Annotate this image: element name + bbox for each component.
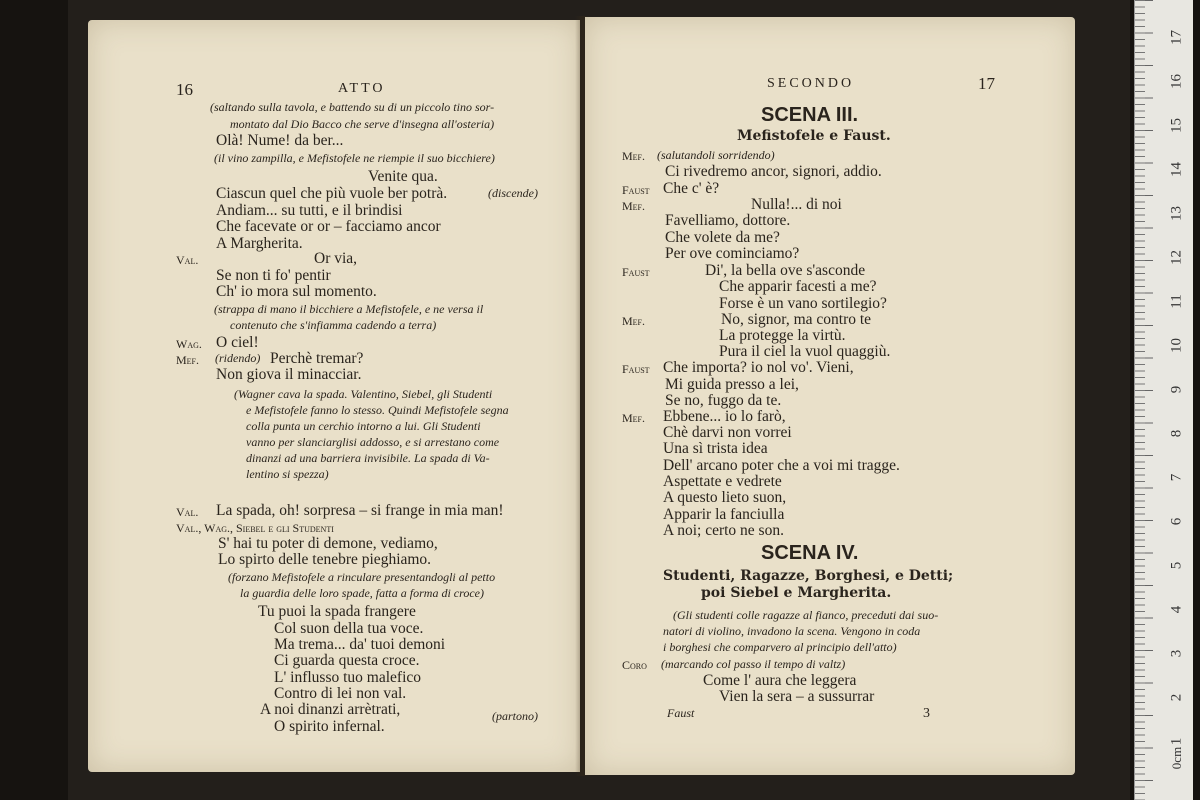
stage-direction: e Mefistofele fanno lo stesso. Quindi Mefistofele segna (246, 403, 509, 417)
verse-line: A questo lieto suon, (663, 489, 787, 506)
speaker-label: Faust (622, 265, 650, 279)
verse-line: Che facevate or or – facciamo ancor (216, 218, 441, 235)
verse-line: Aspettate e vedrete (663, 473, 782, 490)
stage-direction: (strappa di mano il bicchiere a Mefistofele, e ne versa il (214, 302, 484, 316)
speaker-label: Faust (622, 362, 650, 376)
ruler-number: 16 (1168, 74, 1185, 89)
verse-line: Nulla!... di noi (751, 196, 842, 213)
stage-direction: (Gli studenti colle ragazze al fianco, preceduti dai suo- (673, 608, 939, 622)
ruler-number: 1 (1168, 737, 1185, 746)
speaker-label: Mef. (622, 411, 646, 425)
ruler-number: 14 (1168, 162, 1185, 177)
ruler-number: 17 (1168, 30, 1185, 45)
verse-line: A Margherita. (216, 235, 303, 252)
verse-line: Lo spirto delle tenebre pieghiamo. (218, 551, 432, 568)
verse-line: O ciel! (216, 334, 259, 351)
speaker-label: Mef. (176, 353, 200, 367)
stage-direction: (Wagner cava la spada. Valentino, Siebel, gli Studenti (234, 387, 493, 401)
speaker-label: Faust (622, 183, 650, 197)
ruler-number: 15 (1168, 118, 1185, 133)
ruler-number: 8 (1168, 429, 1185, 438)
right-page (585, 17, 1075, 775)
verse-line: S' hai tu poter di demone, vediamo, (218, 535, 438, 552)
verse-line: Che apparir facesti a me? (719, 278, 877, 295)
verse-line: La protegge la virtù. (719, 327, 846, 344)
verse-line: Contro di lei non val. (274, 685, 407, 702)
signature-mark: 3 (923, 706, 930, 721)
verse-line: Se no, fuggo da te. (665, 392, 782, 409)
verse-line: Che c' è? (663, 180, 720, 197)
verse-line: Chè darvi non vorrei (663, 424, 792, 441)
stage-direction: dinanzi ad una barriera invisibile. La spada di Va- (246, 451, 490, 465)
running-head: ATTO (338, 81, 386, 96)
stage-direction: contenuto che s'infiamma cadendo a terra) (230, 318, 437, 332)
stage-direction: (saltando sulla tavola, e battendo su di un piccolo tino sor- (210, 100, 495, 114)
footer-title: Faust (667, 706, 695, 720)
stage-direction: (marcando col passo il tempo di valtz) (661, 657, 846, 671)
verse-line: Vien la sera – a sussurrar (719, 688, 875, 705)
ruler-unit: 0cm (1169, 746, 1184, 770)
verse-line: Andiam... su tutti, e il brindisi (216, 202, 403, 219)
verse-line: Una sì trista idea (663, 440, 768, 457)
verse-line: Favelliamo, dottore. (665, 212, 791, 229)
stage-direction: la guardia delle loro spade, fatta a forma di croce) (240, 586, 484, 600)
ruler-number: 9 (1168, 385, 1185, 394)
verse-line: Olà! Nume! da ber... (216, 132, 344, 149)
speaker-label: Mef. (622, 314, 646, 328)
verse-line: A noi dinanzi arrètrati, (260, 701, 401, 718)
speaker-label: Mef. (622, 149, 646, 163)
left-page (88, 20, 580, 772)
verse-line: Come l' aura che leggera (703, 672, 857, 689)
ruler-number: 12 (1168, 250, 1185, 265)
verse-line: Dell' arcano poter che a voi mi tragge. (663, 457, 900, 474)
verse-line: No, signor, ma contro te (721, 311, 872, 328)
speaker-label: Wag. (176, 337, 202, 351)
scene-cast: poi Siebel e Margherita. (701, 585, 892, 601)
ruler-number: 11 (1168, 294, 1185, 309)
stage-direction: (discende) (488, 186, 538, 200)
ruler-number: 13 (1168, 206, 1185, 221)
verse-line: Ci guarda questa croce. (274, 652, 420, 669)
stage-direction: natori di violino, invadono la scena. Vengono in coda (663, 624, 921, 638)
verse-line: Se non ti fo' pentir (216, 267, 331, 284)
stage-direction: i borghesi che comparvero al principio dell'atto) (663, 640, 897, 654)
verse-line: O spirito infernal. (274, 718, 385, 735)
verse-line: Or via, (314, 250, 358, 267)
verse-line: Pura il ciel la vuol quaggiù. (719, 343, 891, 360)
scene-title: SCENA IV. (761, 542, 859, 564)
verse-line: Col suon della tua voce. (274, 620, 424, 637)
scene-cast: Mefistofele e Faust. (737, 128, 891, 144)
stage-direction: (ridendo) (215, 351, 261, 365)
ruler-number: 5 (1168, 561, 1185, 570)
stage-direction: montato dal Dio Bacco che serve d'insegna all'osteria) (230, 117, 495, 131)
verse-line: Non giova il minacciar. (216, 366, 362, 383)
scene-title: SCENA III. (761, 104, 859, 126)
speaker-label: Val. (176, 253, 199, 267)
verse-line: Ma trema... da' tuoi demoni (274, 636, 446, 653)
verse-line: Forse è un vano sortilegio? (719, 295, 887, 312)
ruler-number: 2 (1168, 693, 1185, 702)
verse-line: Ciascun quel che più vuole ber potrà. (216, 185, 448, 202)
stage-direction: (partono) (492, 709, 538, 723)
ruler-number: 7 (1168, 473, 1185, 482)
ruler-number: 4 (1168, 605, 1185, 614)
stage-direction: (il vino zampilla, e Mefistofele ne riempie il suo bicchiere) (214, 151, 495, 165)
verse-line: Di', la bella ove s'asconde (705, 262, 866, 279)
stage-direction: colla punta un cerchio intorno a lui. Gli Studenti (246, 419, 481, 433)
verse-line: Ch' io mora sul momento. (216, 283, 377, 300)
verse-line: Apparir la fanciulla (663, 506, 785, 523)
verse-line: Mi guida presso a lei, (665, 376, 799, 393)
verse-line: La spada, oh! sorpresa – si frange in mia man! (216, 502, 504, 519)
ruler-number: 6 (1168, 517, 1185, 526)
verse-line: Ebbene... io lo farò, (663, 408, 786, 425)
verse-line: Che volete da me? (665, 229, 780, 246)
stage-direction: (forzano Mefistofele a rinculare presentandogli al petto (228, 570, 496, 584)
page-number: 17 (978, 74, 995, 93)
verse-line: Per ove cominciamo? (665, 245, 800, 262)
verse-line: Tu puoi la spada frangere (258, 603, 416, 620)
speaker-label: Val. (176, 505, 199, 519)
speaker-label: Mef. (622, 199, 646, 213)
verse-line: Perchè tremar? (270, 350, 364, 367)
verse-line: Che importa? io nol vo'. Vieni, (663, 359, 854, 376)
verse-line: Venite qua. (368, 168, 438, 185)
ruler-number: 3 (1168, 649, 1185, 658)
running-head: SECONDO (767, 76, 855, 91)
verse-line: L' influsso tuo malefico (274, 669, 422, 686)
stage-direction: (salutandoli sorridendo) (657, 148, 775, 162)
page-number: 16 (176, 80, 193, 99)
ruler-number: 10 (1168, 338, 1185, 353)
stage-direction: vanno per slanciarglisi addosso, e si arrestano come (246, 435, 500, 449)
speaker-label: Val., Wag., Siebel e gli Studenti (176, 521, 334, 535)
speaker-label: Coro (622, 658, 647, 672)
measuring-ruler (1134, 0, 1193, 800)
verse-line: Ci rivedremo ancor, signori, addio. (665, 163, 882, 180)
verse-line: A noi; certo ne son. (663, 522, 784, 539)
scene-cast: Studenti, Ragazze, Borghesi, e Detti; (663, 568, 954, 584)
stage-direction: lentino si spezza) (246, 467, 329, 481)
